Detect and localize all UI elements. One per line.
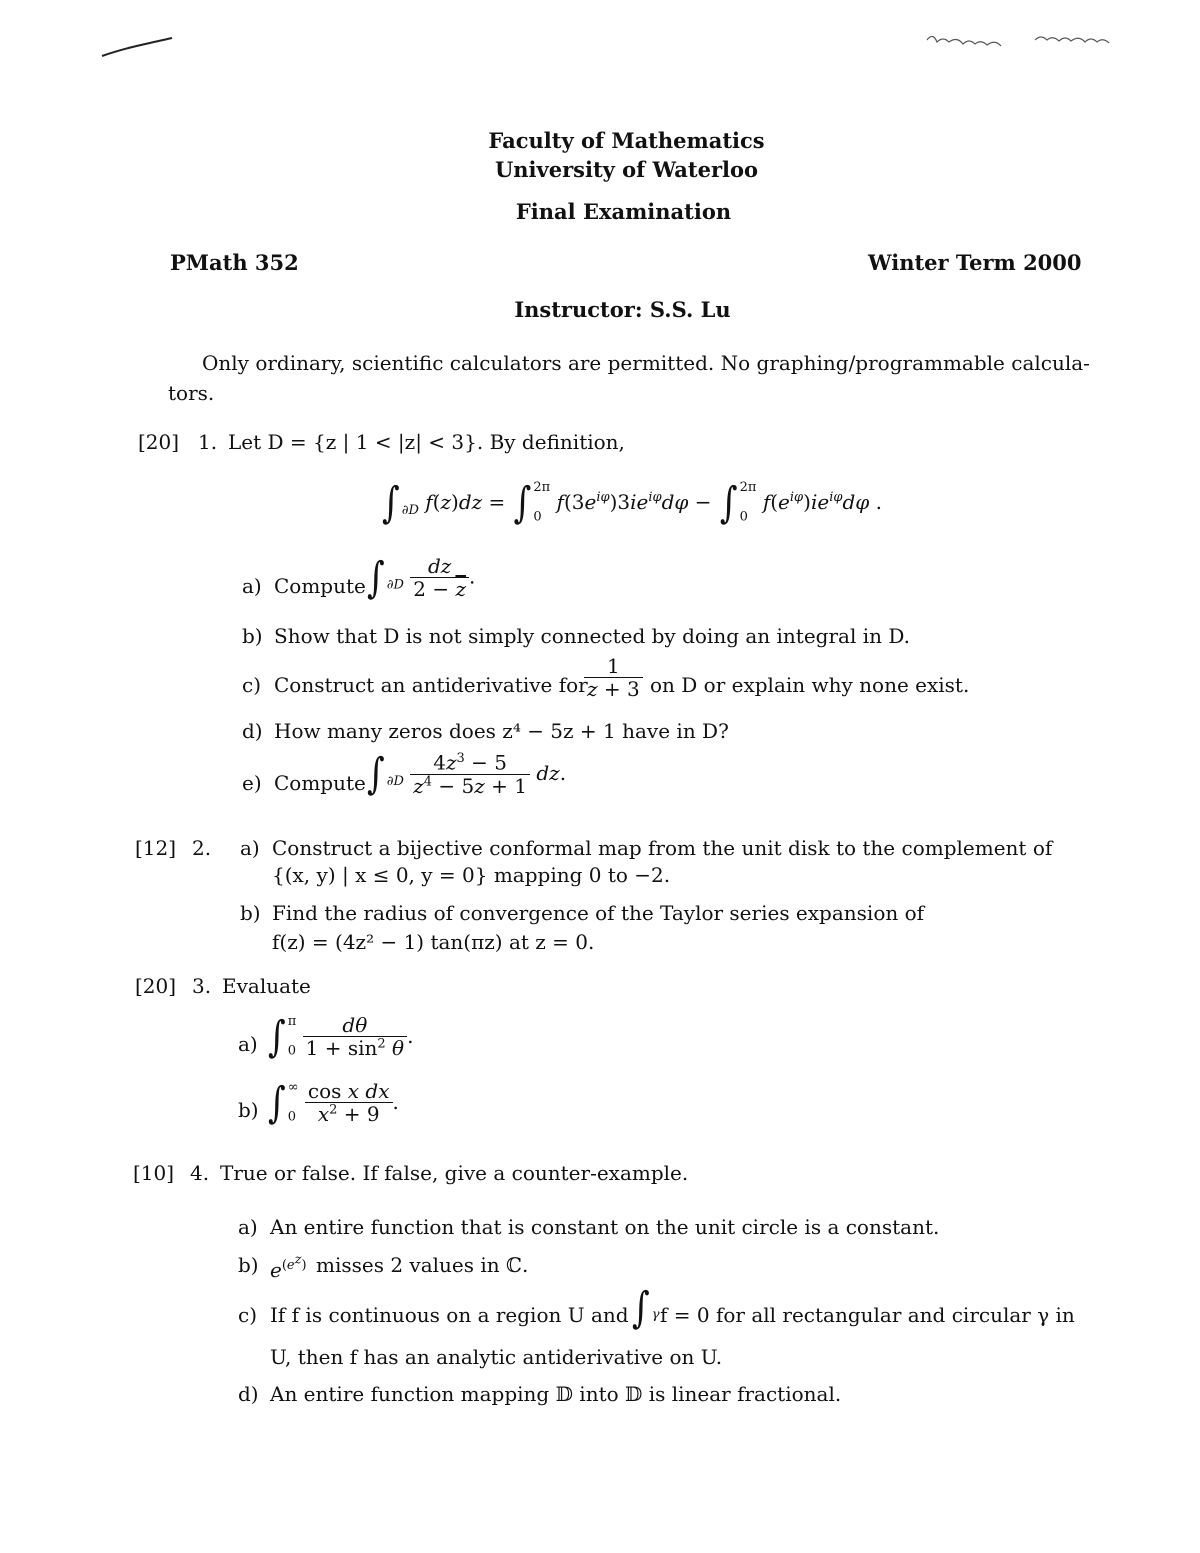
- q3b-label: b): [238, 1098, 259, 1122]
- q4-marks: [10]: [133, 1161, 175, 1185]
- exam-title: Final Examination: [515, 199, 732, 224]
- q2a-line-2: {(x, y) | x ≤ 0, y = 0} mapping 0 to −2.: [272, 863, 671, 887]
- q1b-label: b): [242, 624, 263, 648]
- q1e-label: e): [242, 771, 262, 795]
- q3a-integral: ∫ $^\pi$ $_0$ $\frac{d\theta}{1 + \sin^2 \theta}$ .: [268, 1012, 414, 1063]
- q3-number: 3.: [192, 974, 212, 998]
- course-code: PMath 352: [170, 250, 299, 275]
- q1a-integral: ∫ $_{\partial D}$ $\frac{dz}{2 - \overline{z}}$ .: [367, 553, 476, 603]
- q4d-label: d): [238, 1382, 259, 1406]
- q3-marks: [20]: [135, 974, 177, 998]
- q1e-text: Compute: [274, 771, 366, 795]
- q2b-label: b): [240, 901, 261, 925]
- q3b-integral: ∫ ∞ $_0$ $\frac{\text{cos x dx}}{x^2 + 9}$ .: [268, 1078, 399, 1129]
- q4c-text-before: If f is continuous on a region U and: [270, 1303, 629, 1327]
- q2a-label: a): [240, 836, 260, 860]
- instructions-line-1: Only ordinary, scientific calculators are permitted. No graphing/programmable calcula-: [202, 351, 1090, 375]
- q3a-label: a): [238, 1032, 258, 1056]
- pen-stroke-mark: [100, 30, 180, 60]
- q4b-label: b): [238, 1253, 259, 1277]
- q1b-text: Show that D is not simply connected by doing an integral in D.: [274, 624, 911, 648]
- q4-intro: True or false. If false, give a counter-example.: [220, 1161, 689, 1185]
- q4a-text: An entire function that is constant on the unit circle is a constant.: [270, 1215, 940, 1239]
- q4b-expression: $e^{(e^z)}$: [270, 1253, 307, 1282]
- q2a-line-1: Construct a bijective conformal map from the unit disk to the complement of: [272, 836, 1053, 860]
- q1-intro: Let D = {z | 1 < |z| < 3}. By definition,: [228, 430, 625, 454]
- q4b-text: misses 2 values in ℂ.: [316, 1253, 529, 1277]
- q1c-text-before: Construct an antiderivative for: [274, 673, 588, 697]
- q1d-text: How many zeros does z⁴ − 5z + 1 have in D?: [274, 719, 729, 743]
- handwritten-note-mark: [925, 28, 1140, 50]
- exam-term: Winter Term 2000: [868, 250, 1082, 275]
- q1a-text: Compute: [274, 574, 366, 598]
- instructor-name: Instructor: S.S. Lu: [514, 297, 731, 322]
- q1a-label: a): [242, 574, 262, 598]
- q4c-integral-sign: ∫ $_\gamma$: [632, 1283, 660, 1333]
- q4c-text-after: f = 0 for all rectangular and circular γ in: [660, 1303, 1075, 1327]
- q4a-label: a): [238, 1215, 258, 1239]
- q1d-label: d): [242, 719, 263, 743]
- q4c-label: c): [238, 1303, 258, 1327]
- q1-definition-equation: ∫ $_{\partial D}$ f(z)dz = ∫ $^{2\pi}$ $_0$ $f(3e^{i\varphi})3ie^{i\varphi}d\varphi$ − ∫ $^{2\pi}$ $_0$ $f(e^{i\varphi})ie^{i\varphi}d\varphi$ .: [382, 478, 882, 529]
- q3-intro: Evaluate: [222, 974, 311, 998]
- q2-number: 2.: [192, 836, 212, 860]
- q2b-line-2: f(z) = (4z² − 1) tan(πz) at z = 0.: [272, 930, 595, 954]
- q4-number: 4.: [190, 1161, 210, 1185]
- faculty-title: Faculty of Mathematics: [488, 128, 765, 153]
- q1e-integral: ∫ $_{\partial D}$ $\frac{4z^3 - 5}{z^4 - 5z + 1}$ dz.: [367, 749, 567, 800]
- instructions-line-2: tors.: [168, 381, 215, 405]
- q1-marks: [20]: [138, 430, 180, 454]
- q1c-text-after: on D or explain why none exist.: [650, 673, 970, 697]
- q1-number: 1.: [198, 430, 218, 454]
- q2-marks: [12]: [135, 836, 177, 860]
- q4c-line-2: U, then f has an analytic antiderivative on U.: [270, 1345, 723, 1369]
- q4d-text: An entire function mapping 𝔻 into 𝔻 is linear fractional.: [270, 1382, 842, 1406]
- q1c-label: c): [242, 673, 262, 697]
- q2b-line-1: Find the radius of convergence of the Taylor series expansion of: [272, 901, 925, 925]
- university-title: University of Waterloo: [494, 157, 759, 182]
- q1c-fraction: $\frac{1}{z + 3}$: [584, 656, 643, 700]
